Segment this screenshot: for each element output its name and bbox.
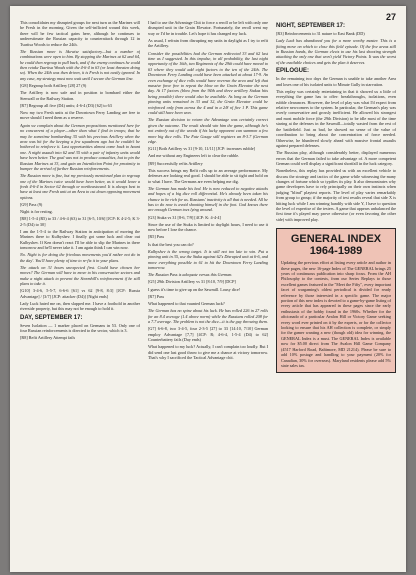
- paragraph: [R9] Successfully refits Artillery: [148, 160, 203, 166]
- section-heading: NIGHT, SEPTEMBER 17:: [276, 23, 346, 29]
- paragraph: And me without any Engineers left to clear the rubble.: [148, 153, 240, 159]
- paragraph: I am the 1-5-4 to the Railway Station in anticipation of moving the Marines there to Kulbyshev. I finally got some luck and clear out Kulbyshev. If Ken doesn't react I'll be able to slip the Marines in there tomorrow and he'll never take it. I am again think I can win now.: [20, 228, 140, 251]
- ad-title: [281, 233, 391, 257]
- paragraph: Seven Isolation — 1 marker placed on Germans in 53. Only one of four Russian reinforcements is directed to the sector, which is 3.: [20, 322, 140, 334]
- paragraph: Lady Luck hated me on, then slapped me. I have a foothold in another riverside property, but this may not be enough to hold it.: [20, 301, 140, 312]
- commentary-paragraph: Consider the possibilities had the German redirected 33 and 62 last time as I suggested. In this impulse, in all probability, the last night opportunity of the 16th, two Regiments of the 29th could have moved to 63 where they would add eight factors to the ten of the 24th. The Downtown Ferry Landing could have been attacked at about 17-9. An even exchange of dice rolls would have overrun the area and left that massive force free to repeat the blow on the Grain Elevator the next day. At 17 factors (blow from the 94th and three artillery Stukas hits being possible) there would also be available. As long as the German pinning units remained in 33 and 32, the Grain Elevator could be reinforced only from across the 4 and in a 2/8 of five 1 P. This game could still have been won.: [148, 50, 268, 116]
- column-middle: [148, 20, 268, 568]
- paragraph: This success brings my Refit rolls up to an average performance. My defenses are looking real good. I should be able to sit tight and hold on to what I have. The Germans are even helping me dig.: [148, 167, 268, 184]
- commentary-paragraph: The German has no spine about his luck. He has rolled 226 in 27 rolls for an 8.4 average (1.4 above norm) while the Russians rolled 208 for a 7.7 average. The problem is not the dice—it is the guy throwing them.: [148, 308, 268, 325]
- paragraph: [G5] 29th Division Artillery vs 31 [8:10, 7/9] [DCP]: [148, 279, 236, 285]
- paragraph: The Artillery is now safe and in position to bombard either the Stenwall or the Railway Station.: [20, 90, 140, 101]
- section-heading: DAY, SEPTEMBER 17:: [20, 314, 83, 321]
- commentary-paragraph: The attack on 31 hours unexpected first. Could have chosen her moves? The German will have to move to his conservative sectors and make a night attack to prevent the Stormhill's reinforcement if he still plans to take it.: [20, 265, 140, 287]
- paragraph: Night is for resting.: [20, 209, 53, 215]
- paragraph: In the remaining two days the German is unable to take another Area and loses one of his isolated units to Minute Gully in starvation.: [276, 76, 396, 87]
- commentary-paragraph: Kulbyshev is the wrong target. It is still not too late to win. Put a pinning unit in 35, use the Stuka against 62's Disrupted unit at 6-6, and move everything possible to 61 to hit the Downtown Ferry Landing tomorrow.: [148, 248, 268, 271]
- paragraph: What happened to that vaunted German luck?: [148, 301, 225, 307]
- paragraph: Since the use of the Stuka is limited to daylight hours, I need to use it now before I lose the chance.: [148, 221, 268, 233]
- commentary-paragraph: Again we complain about the German propositions mentioned here for no concurrent of a player—other than what I find in troops; that he may be sometime bombarding 35 with his precious Artillery when the area was hit for the keeping a few squadrons ago but he couldn't be bothered to reinforce it. Last opportunities almost come back to haunt one. A night assault into 62 and 35 with a pair of infantry units would have been better. The goal was not to produce casualties, but to pin the Russian Marines at 33, and gain an Interdiction Point for proximity to bumper the arrival of further Russian reinforcements.: [20, 122, 140, 171]
- paragraph: [G10] 3-4-6, 5-5-7, 6-6-6 [61] vs 62 [9-8, 8:3] [JCP: Russia Advantage] / [3/7] [JCP: attacker (D4)] [Night ends]: [20, 288, 140, 299]
- column-left: [20, 20, 140, 568]
- paragraph: This consolidates my disrupted groups for next turn as the Marines will be Fresh in the morning. Given the self-inflicted wound this week, there will be few tactical gains here, although he continues to underestimate the Russian capacity to counterattack through 12 in Tsaritsa Woods to reduce the 24th.: [20, 20, 140, 47]
- commentary-paragraph: The Russian Pass is adequate versus this German.: [148, 272, 233, 278]
- paragraph: What happened to my luck? Actually, I can't complain too loudly. But I did send one last good throw to give me a chance at victory tomorrow. That's why I sacrificed the Tactical Advantage chit.: [148, 344, 268, 361]
- paragraph: As usual, I refrain from disrupting my units in daylight as I try to refit the Artillery.: [148, 38, 268, 49]
- paragraph: The Russian play, although considerably better, displayed numerous errors that the German failed to take advantage of. A more competent German could well display a significant shortfall in the luck category.: [276, 150, 396, 166]
- commentary-paragraph: The Russian decision to return the Advantage was certainly correct given the outcome. The result should win him the game, although he's not entirely out of the woods if his lucky opponent can summon a few more big dice rolls. The Fate Gauge still registers an 8-3.7 (German edge.: [148, 117, 268, 144]
- commentary-paragraph: The German has made his bed. He is now reduced to negative attacks and hopes of a big dice roll differential. He's already been taken his chance to be rich for us. Russians' inactivity is all that is needed. All he has to do now is avoid shooting himself in the foot. God knows there are enough German toes lying around.: [148, 185, 268, 213]
- column-right: [276, 20, 396, 568]
- paragraph: Nonetheless, this replay has provided us with an excellent vehicle to discuss the strategy and tactics of the game while witnessing the many changes of fortune which so typifies its play. It also demonstrates why game developers have to rely principally on their own instincts when judging "blind" playtest reports. The level of play varies remarkably from group to group; if the majority of test results reveal that side X is hitting luck while I am winning handily with side Y, I have to question the level of expertise of the testers. A game that appears unbalanced the first time it's played may prove otherwise (or even favoring the other side) with improved play.: [276, 168, 396, 222]
- paragraph: [R8] Refit Artillery Attempt fails: [20, 335, 76, 341]
- paragraph: Is that the best you can do?: [148, 241, 194, 247]
- ad-title-line1: GENERAL INDEX: [290, 233, 382, 246]
- ad-title-line2: 1964-1989: [309, 245, 363, 258]
- section-heading: EPILOGUE:: [276, 68, 310, 75]
- column-right-body: [276, 23, 396, 222]
- paragraph: [G8] Regroup both Artillery [28] 27 (9): [20, 83, 87, 89]
- commentary-paragraph: No. Night is for doing the frivolous movements you'd rather not do in the day'. You'll have plenty of time to re-fix it in your plans.: [20, 252, 140, 263]
- general-index-ad: [276, 228, 396, 373]
- commentary-paragraph: The Russian move is fine, but my previously mentioned plan to regroup one of the Marines twice would have been better, as it would leave a fresh 4-6-4 in Sector 62 through or northeastward. It is always best to have at least one Fresh unit at an Area to cut down opposing movement options.: [20, 173, 140, 200]
- paragraph: [G9] Pass (9): [20, 201, 43, 207]
- paragraph: I guess it's time to give up on the Sawmill. Lousy dice!: [148, 286, 241, 292]
- page-number: 27: [385, 12, 396, 22]
- paragraph: [G7] 6-6-8, two 3-4-5, four 2-3-5 [27] to 33 [14:10, 7/10] German employ Advantage [7,7] [4CP: R; 4-6-4, 1-5-4 (D4) to 62] Counterbattery fails (Day ends): [148, 326, 268, 343]
- commentary-paragraph: The Russian move is likewise satisfactory—but a number of combinations were open to him. By stopping the Marines at 62 and 64, he could then regroup to pull back, and if the enemy continues he could then retake Tsaritsa Woods with the 4-6-4 in 63 (or least threaten doing so). When the 24th was then driven, it is Fresh is not easily ignored. In any case, my strategy must now wait until I secure the German line.: [20, 48, 140, 81]
- text-columns: [20, 20, 398, 568]
- paragraph: [R7] Pass: [148, 293, 165, 299]
- paragraph: Now my two Fresh units at the Downtown Ferry Landing are free to move should I need them as a reserve.: [20, 110, 140, 121]
- paragraph: This replay was certainly entertaining in that it showed us a little of everything the game has to offer: breakthroughs, isolations, even rubble clearances. However, the level of play was what I'd expect from relative newcomers to the system. In particular, the German's play was overly conservative and grossly inefficient. He allowed his strongest and most mobile force (the 29th Division) to be idle most of the time staring at the defenses in the Sawmill—totally wasted from the rest of the battlefield. Just as bad, he showed no sense of the value of coordination to bring about the concentration of force needed. Otherwise, he blundered slowly ahead with massive frontal assaults against prepared defenses.: [276, 88, 396, 148]
- paragraph: [R3] Reinforcements to 31 nature to East Bank (DD): [276, 31, 365, 36]
- magazine-page: [10, 6, 406, 572]
- paragraph: [G3] Stuka vs 31 [8-6, 7/9] [4CP: K: 4-4-4]: [148, 214, 221, 220]
- commentary-paragraph: Lady Luck has abandoned you for a more worthy master. This is a fitting move on which to close this field episode. Of the five areas still in Russian hands, the German elects to use his last shooting strength attacking the only one that won't yield Victory Points. It was the worst of the available choices and gets the plan it deserves.: [276, 38, 396, 65]
- paragraph: I had to use the Advantage Chit to force a reroll or be left with only one disrupted unit in the Grain Elevator. Fortunately, the reroll went my way or I'd be in trouble. Let's hope it has changed my luck.: [148, 20, 268, 36]
- paragraph: [G11] Both Artillery vs 31 [9-10, 11/11] [JCP: increases rubble]: [148, 146, 255, 152]
- paragraph: [R8] 1-5-4 (R5) to 33 / 4-6-4 (63) to 31 [6-5, 10/6] [JCP: K 4-2-5; K 3-2-5 (D4) to 30]: [20, 216, 140, 227]
- paragraph: [R7] Regroup all five (D4) units; 4-6-4 (D3) [62] to 63: [20, 102, 112, 108]
- paragraph: [R5] Pass: [148, 234, 165, 240]
- ad-body: Updating the previous effort at listing every article and author in these pages, the new 16-page Index of The GENERAL brings 25 years of continuous publication into sharp focus. From the AH Philosophy to the contests, from our Series Replays to those excellent games featured in the "Meet the Fifty", every important facet of wargaming's oldest periodical is divided for ready reference by those interested in a specific game. The major portion of this new index is devoted to a game-by-game listing of every article that has appeared in these pages since the early enthusiasts of the hobby found in the 1960s. Whether for the aficionado of a particular Avalon Hill or Victory Game seeking every word ever printed on it by the experts, or for the collector looking to ensure that his AH collection is complete, or simply for the gamer wanting a new (though old) idea for winning, the GENERAL Index is a must. The GENERAL Index is available now for $5.00 direct from The Avalon Hill Game Company (4517 Harford Road, Baltimore, MD 21214). Please be sure to add 10% postage and handling to your payment (20% for Canadian, 30% for overseas). Maryland residents please add 5% state sales tax.: [281, 260, 391, 368]
